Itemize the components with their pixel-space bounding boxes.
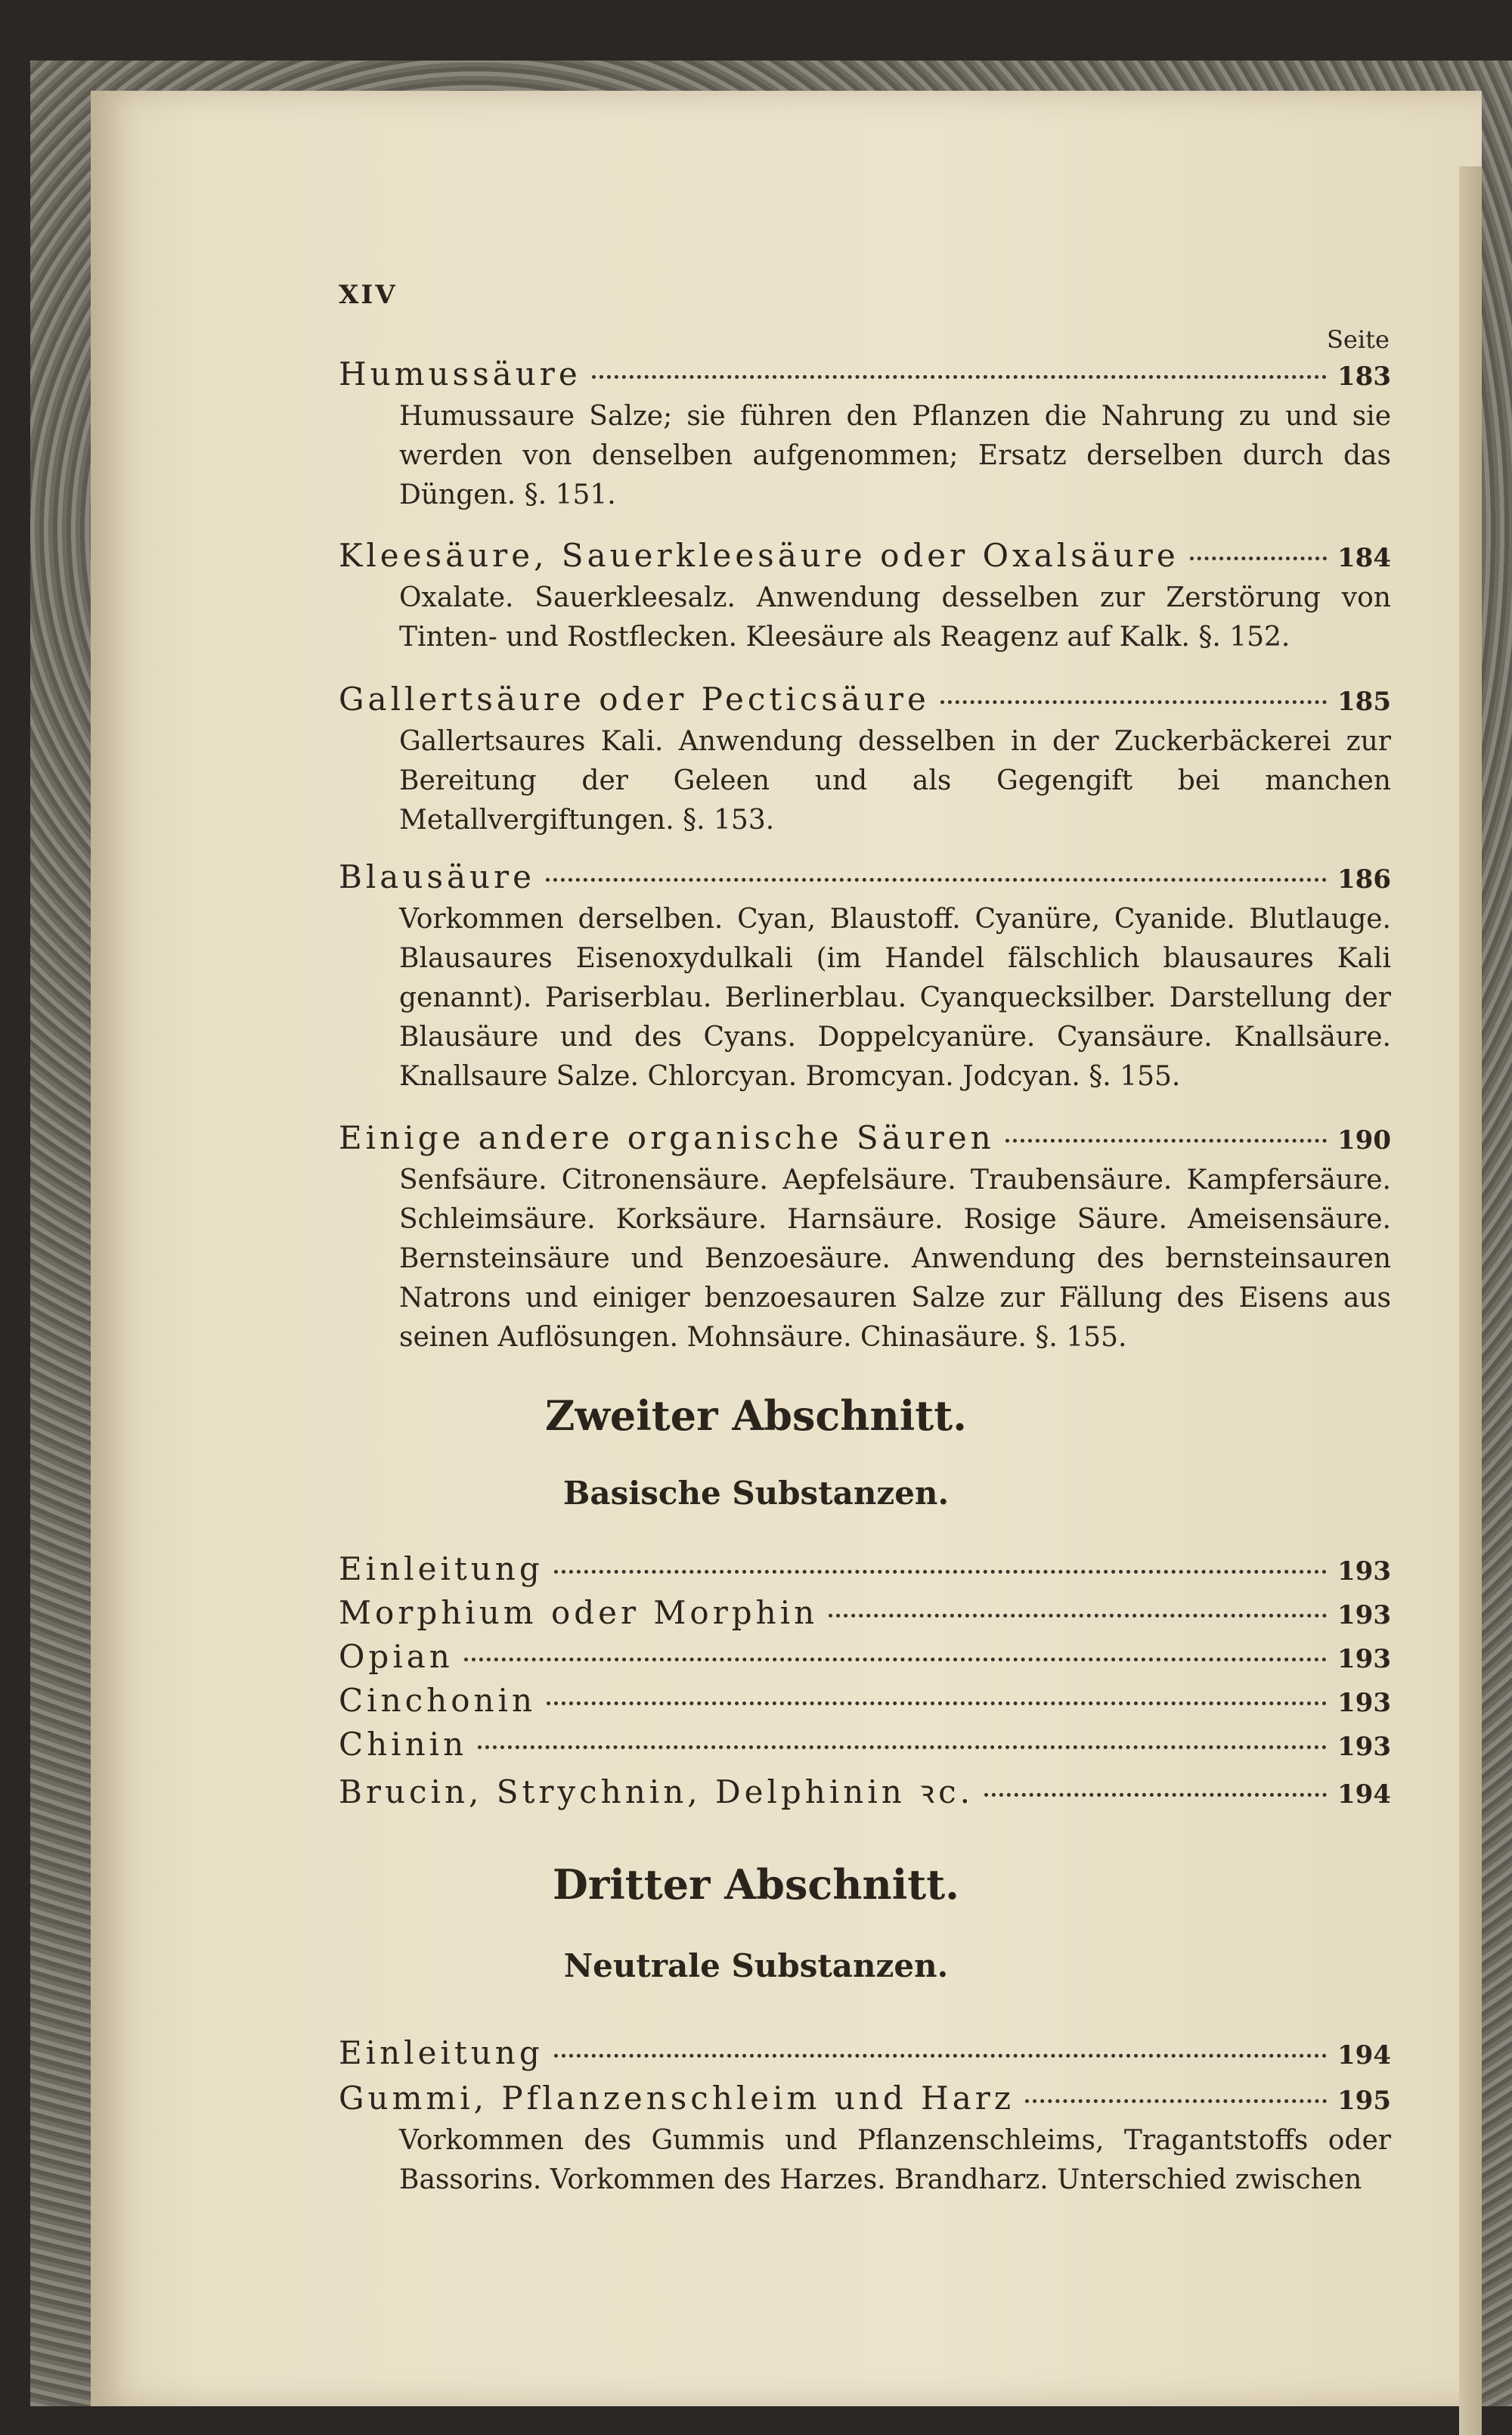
entry-page: 195 (1337, 2086, 1391, 2116)
toc-entry (339, 1119, 1391, 1357)
toc-entry (339, 2034, 1391, 2071)
dot-leader (984, 1793, 1327, 1797)
toc-entry (339, 1550, 1391, 1587)
entry-title: Cinchonin (339, 1682, 537, 1719)
entry-page: 193 (1337, 1600, 1391, 1630)
section-subtitle: Neutrale Substanzen. (563, 1947, 949, 1984)
entry-title: Blausäure (339, 858, 535, 895)
entry-description: Oxalate. Sauerkleesalz. Anwendung desselben zur Zerstörung von Tinten- und Rostflecken. Kleesäure als Reagenz auf Kalk. §. 152. (399, 582, 1391, 653)
dot-leader (547, 1701, 1327, 1705)
entry-page: 194 (1337, 2040, 1391, 2071)
toc-entry (339, 355, 1391, 515)
entry-title: Gallertsäure oder Pecticsäure (339, 681, 930, 718)
entry-page: 193 (1337, 1644, 1391, 1674)
entry-title: Einleitung (339, 2034, 544, 2071)
section-subtitle: Basische Substanzen. (562, 1475, 950, 1512)
entry-page: 184 (1337, 543, 1391, 573)
dot-leader (554, 2054, 1327, 2058)
dot-leader (1190, 557, 1327, 560)
dot-leader (1025, 2099, 1327, 2103)
page-column-label: Seite (1327, 325, 1390, 354)
dot-leader (940, 700, 1327, 704)
entry-description: Senfsäure. Citronensäure. Aepfelsäure. Traubensäure. Kampfersäure. Schleimsäure. Korksäure. Harnsäure. Rosige Säure. Ameisensäure. Bernsteinsäure und Benzoesäure. Anwendung des bernsteinsauren Natrons und einiger benzoesauren Salze zur Fällung des Eisens aus seinen Auflösungen. Mohnsäure. Chinasäure. §. 155. (399, 1165, 1391, 1353)
dot-leader (829, 1614, 1327, 1618)
dot-leader (592, 375, 1327, 379)
section-title: Zweiter Abschnitt. (545, 1391, 967, 1440)
entry-title: Kleesäure, Sauerkleesäure oder Oxalsäure (339, 537, 1179, 574)
entry-page: 193 (1337, 1556, 1391, 1587)
dot-leader (546, 878, 1327, 882)
dot-leader (554, 1570, 1327, 1574)
entry-description: Gallertsaures Kali. Anwendung desselben in der Zuckerbäckerei zur Bereitung der Geleen und als Gegengift bei manchen Metallvergiftungen. §. 153. (399, 726, 1391, 836)
toc-entry (339, 858, 1391, 1097)
entry-page: 193 (1337, 1688, 1391, 1718)
section-title: Dritter Abschnitt. (553, 1860, 959, 1909)
dot-leader (478, 1745, 1327, 1749)
entry-description: Vorkommen des Gummis und Pflanzenschleims, Tragantstoffs oder Bassorins. Vorkommen des Harzes. Brandharz. Unterschied zwischen (399, 2125, 1391, 2195)
toc-entry (339, 1726, 1391, 1763)
entry-page: 185 (1337, 687, 1391, 717)
toc-entry (339, 537, 1391, 657)
entry-title: Chinin (339, 1726, 468, 1763)
entry-page: 186 (1337, 864, 1391, 895)
entry-description: Humussaure Salze; sie führen den Pflanzen die Nahrung zu und sie werden von denselben aufgenommen; Ersatz derselben durch das Düngen. §. 151. (399, 401, 1391, 510)
toc-entry (339, 1682, 1391, 1719)
entry-title: Einige andere organische Säuren (339, 1119, 995, 1156)
toc-entry (339, 681, 1391, 840)
entry-page: 190 (1337, 1125, 1391, 1155)
entry-title: Opian (339, 1638, 454, 1675)
toc-entry (339, 1770, 1391, 1813)
entry-description: Vorkommen derselben. Cyan, Blaustoff. Cyanüre, Cyanide. Blutlauge. Blausaures Eisenoxydulkali (im Handel fälschlich blausaures Kali genannt). Pariserblau. Berlinerblau. Cyanquecksilber. Darstellung der Blausäure und des Cyans. Doppelcyanüre. Cyansäure. Knallsäure. Knallsaure Salze. Chlorcyan. Bromcyan. Jodcyan. §. 155. (399, 904, 1391, 1092)
entry-page: 193 (1337, 1732, 1391, 1762)
toc-entry (339, 2080, 1391, 2200)
dot-leader (464, 1658, 1327, 1661)
entry-title: Gummi, Pflanzenschleim und Harz (339, 2080, 1015, 2117)
entry-page: 183 (1337, 361, 1391, 392)
entry-title: Humussäure (339, 355, 581, 392)
entry-page: 194 (1337, 1779, 1391, 1810)
page-edge (1459, 166, 1482, 2435)
entry-title: Brucin, Strychnin, Delphinin ꝛc. (339, 1773, 974, 1810)
toc-entry (339, 1594, 1391, 1631)
entry-title: Morphium oder Morphin (339, 1594, 819, 1631)
toc-entry (339, 1638, 1391, 1675)
running-head: XIV (339, 280, 398, 310)
dot-leader (1005, 1139, 1327, 1143)
entry-title: Einleitung (339, 1550, 544, 1587)
